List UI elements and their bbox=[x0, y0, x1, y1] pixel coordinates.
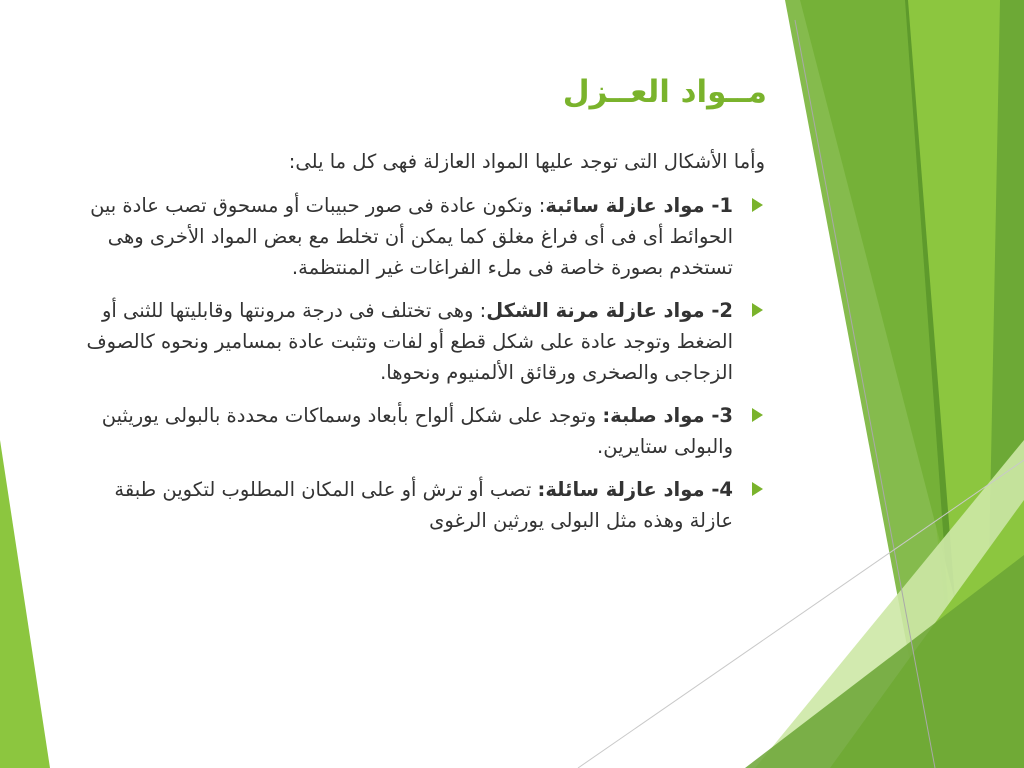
triangle-bullet-icon bbox=[752, 198, 763, 212]
triangle-bullet-icon bbox=[752, 408, 763, 422]
item-heading: 2- مواد عازلة مرنة الشكل bbox=[486, 299, 733, 322]
item-text: تصب أو ترش أو على المكان المطلوب لتكوين طبقة عازلة وهذه مثل البولى يورثين الرغوى bbox=[114, 478, 733, 532]
item-heading: 3- مواد صلبة: bbox=[602, 404, 733, 427]
triangle-bullet-icon bbox=[752, 482, 763, 496]
item-heading: 4- مواد عازلة سائلة: bbox=[537, 478, 733, 501]
list-item bbox=[70, 295, 765, 388]
list-item bbox=[70, 474, 765, 536]
left-deco-triangle bbox=[0, 440, 50, 768]
item-separator: : bbox=[473, 299, 487, 322]
item-text: وهى تختلف فى درجة مرونتها وقابليتها للثنى أو الضغط وتوجد عادة على شكل قطع أو لفات وتثبت عادة بمسامير ونحوه كالصوف الزجاجى والصخرى ورقائق الألمنيوم ونحوها. bbox=[86, 299, 733, 384]
slide-body bbox=[70, 146, 765, 548]
item-text: وتكون عادة فى صور حبيبات أو مسحوق تصب عادة بين الحوائط أى فى أى فراغ مغلق كما يمكن أن تخلط مع بعض المواد الأخرى وهى تستخدم بصورة خاصة فى ملء الفراغات غير المنتظمة. bbox=[90, 194, 733, 279]
item-heading: 1- مواد عازلة سائبة bbox=[545, 194, 733, 217]
list-item bbox=[70, 190, 765, 283]
triangle-bullet-icon bbox=[752, 303, 763, 317]
item-separator: : bbox=[532, 194, 546, 217]
slide-title: مــواد العــزل bbox=[562, 74, 767, 110]
item-text: وتوجد على شكل ألواح بأبعاد وسماكات محددة بالبولى يوريثين والبولى ستايرين. bbox=[101, 404, 733, 458]
list-item bbox=[70, 400, 765, 462]
intro-paragraph: وأما الأشكال التى توجد عليها المواد العازلة فهى كل ما يلى: bbox=[288, 150, 765, 173]
